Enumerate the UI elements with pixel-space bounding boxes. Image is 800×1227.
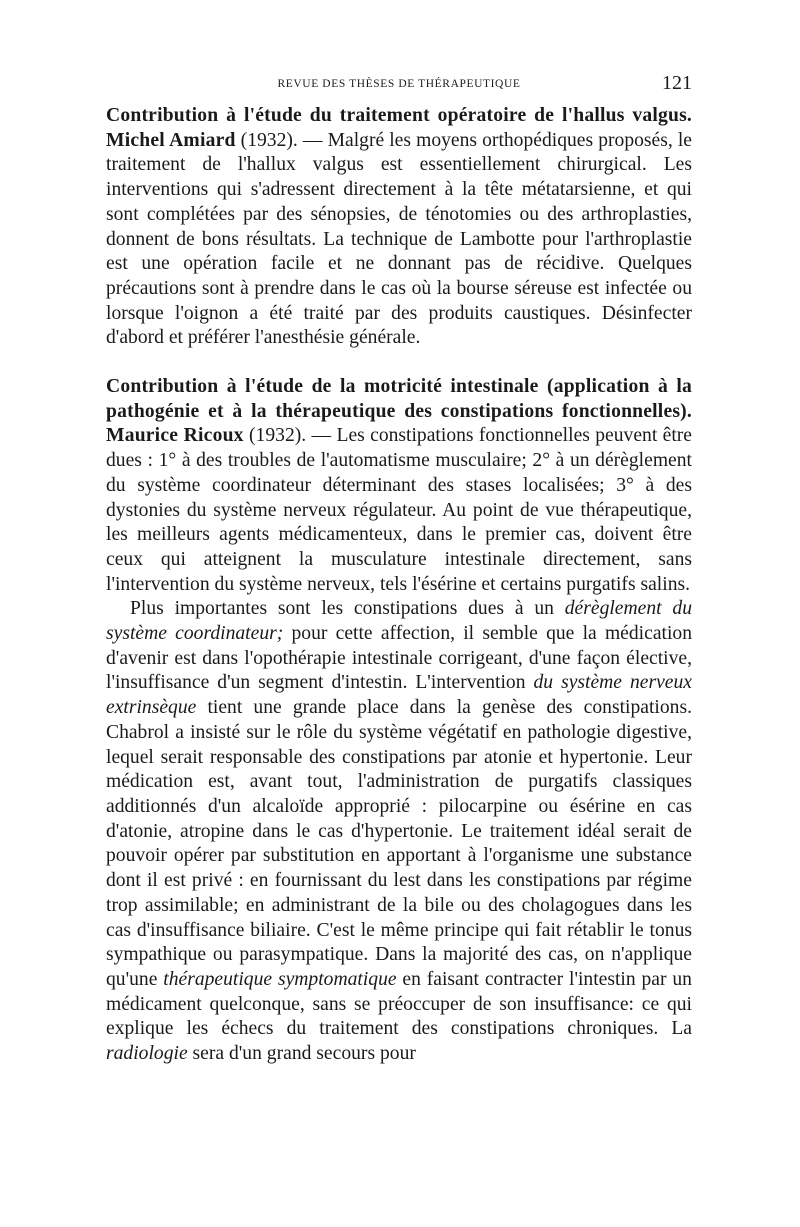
entry-2-title: Contribution à l'étude de la motricité intestinale (application à la pathogénie et à la thérapeutique des constipations fonctionnelles).: [106, 376, 692, 422]
entry-1-author: Michel Amiard: [106, 129, 236, 151]
entry-2-author: Maurice Ricoux: [106, 425, 244, 447]
page-number: 121: [662, 72, 692, 94]
p2-italic-1: dérèglement du système coordinateur;: [106, 598, 692, 645]
entry-1-year: (1932).: [240, 129, 298, 151]
running-header: [106, 70, 692, 104]
p2-text-e: sera d'un grand secours pour: [187, 1043, 416, 1065]
entry-2-paragraph-1: [106, 375, 692, 597]
p2-text-b: pour cette affection, il semble que la médication d'avenir est dans l'opothérapie intestinale corrigeant, d'une façon élective, l'insuffisance d'un segment d'intestin. L'intervention: [106, 623, 692, 694]
entry-1-text: — Malgré les moyens orthopédiques proposés, le traitement de l'hallux valgus est essentiellement chirurgical. Les interventions qui s'adressent directement à la tête métatarsienne, et qui sont complétées par des sénopsies, de ténotomies ou des arthroplasties, donnent de bons résultats. La technique de Lambotte pour l'arthroplastie est une opération facile et ne donnant pas de récidive. Quelques précautions sont à prendre dans le cas où la bourse séreuse est infectée ou lorsque l'oignon a été traité par des produits caustiques. Désinfecter d'abord et préférer l'anesthésie générale.: [106, 129, 692, 349]
p2-italic-3: thérapeutique symptomatique: [163, 968, 397, 990]
document-page: [106, 70, 692, 1067]
entry-2-paragraph-2: [106, 597, 692, 1066]
p2-text-d: en faisant contracter l'intestin par un médicament quelconque, sans se préoccuper de son insuffisance: ce qui explique les échecs du traitement des constipations chroniques. La: [106, 968, 692, 1040]
entry-2-text: — Les constipations fonctionnelles peuvent être dues : 1° à des troubles de l'automatisme musculaire; 2° à un dérèglement du système coordinateur déterminant des stases localisées; 3° à des dystonies du système nerveux régulateur. Au point de vue thérapeutique, les meilleurs agents médicamenteux, dans le premier cas, doivent être ceux qui atteignent la musculature intestinale directement, sans l'intervention du système nerveux, tels l'ésérine et certains purgatifs salins.: [106, 425, 692, 595]
thesis-entry-2: [106, 375, 692, 1067]
entry-2-year: (1932).: [249, 425, 307, 447]
running-title: REVUE DES THÈSES DE THÉRAPEUTIQUE: [277, 78, 521, 90]
p2-italic-4: radiologie: [106, 1043, 188, 1065]
entry-1-paragraph: [106, 104, 692, 351]
p2-italic-2: du système nerveux extrinsèque: [106, 672, 692, 719]
thesis-entry-1: [106, 104, 692, 351]
entry-1-title: Contribution à l'étude du traitement opératoire de l'hallus valgus.: [106, 105, 692, 126]
p2-text-a: Plus importantes sont les constipations dues à un: [130, 598, 565, 620]
p2-text-c: tient une grande place dans la genèse des constipations. Chabrol a insisté sur le rôle du système végétatif en pathologie digestive, lequel serait responsable des constipations par atonie et hypertonie. Leur médication est, avant tout, l'administration de purgatifs classiques additionnés d'un alcaloïde approprié : pilocarpine ou ésérine en cas d'atonie, atropine dans le cas d'hypertonie. Le traitement idéal serait de pouvoir opérer par substitution en apportant à l'organisme une substance dont il est privé : en fournissant du lest dans les constipations par régime trop assimilable; en administrant de la bile ou des cholagogues dans les cas d'insuffisance biliaire. C'est le même principe qui fait rétablir le tonus sympathique ou parasympatique. Dans la majorité des cas, on n'applique qu'une: [106, 697, 692, 990]
